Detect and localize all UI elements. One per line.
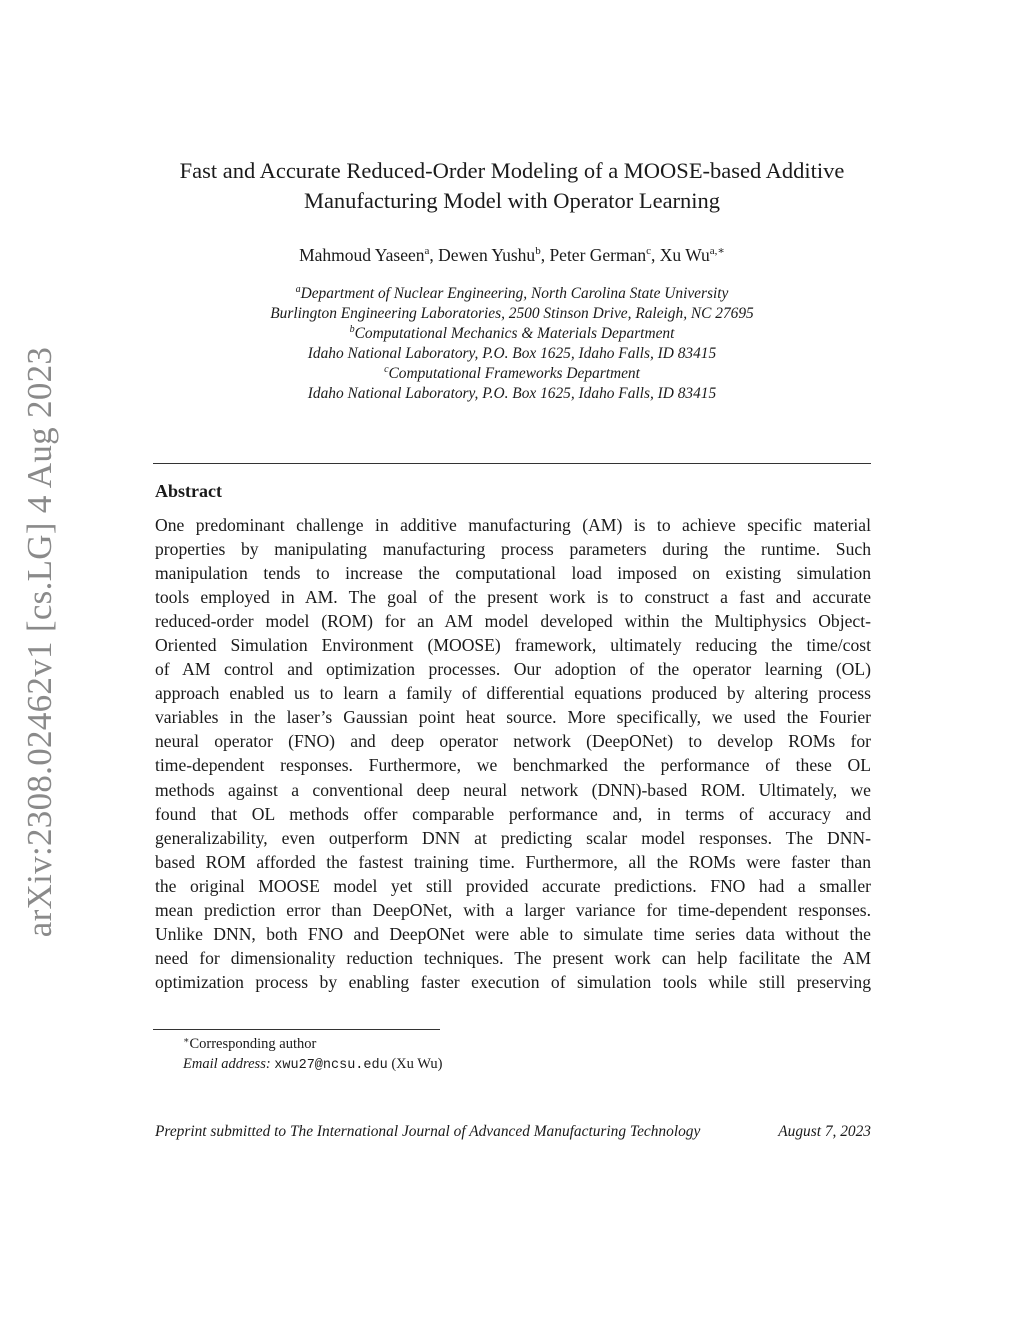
affiliation-line — [120, 304, 904, 324]
abstract-line: variables in the laser’s Gaussian point heat source. More specifically, we used the Fourier — [155, 707, 871, 728]
author-name: Peter German — [549, 245, 647, 265]
abstract-line: Unlike DNN, both FNO and DeepONet were able to simulate time series data without the — [155, 923, 871, 944]
abstract-line: time-dependent responses. Furthermore, we benchmarked the performance of these OL — [155, 755, 871, 776]
abstract-line: generalizability, even outperform DNN at predicting scalar model responses. The DNN- — [155, 827, 871, 848]
abstract-line: approach enabled us to learn a family of differential equations produced by altering process — [155, 683, 871, 704]
abstract-line: manipulation tends to increase the computational load imposed on existing simulation — [155, 563, 871, 584]
email-address-link[interactable]: xwu27@ncsu.edu — [274, 1058, 388, 1073]
footnote-divider — [153, 1029, 440, 1030]
affiliation-text: Computational Mechanics & Materials Department — [354, 325, 675, 342]
preprint-journal: Preprint submitted to The International Journal of Advanced Manufacturing Technology — [155, 1123, 701, 1140]
author-affiliation-marker: a,∗ — [709, 245, 725, 257]
email-owner: (Xu Wu) — [391, 1056, 443, 1072]
abstract-line: of AM control and optimization processes. Our adoption of the operator learning (OL) — [155, 659, 871, 680]
abstract-line: found that OL methods offer comparable performance and, in terms of accuracy and — [155, 803, 871, 824]
affiliation-text: Department of Nuclear Engineering, North Carolina State University — [300, 285, 729, 302]
author-name: Mahmoud Yaseen — [299, 245, 425, 265]
abstract-line: Oriented Simulation Environment (MOOSE) framework, ultimately reducing the time/cost — [155, 635, 871, 656]
affiliation-line — [120, 284, 904, 304]
abstract-line: optimization process by enabling faster execution of simulation tools while still preserving — [155, 971, 871, 992]
affiliation-text: Idaho National Laboratory, P.O. Box 1625, Idaho Falls, ID 83415 — [307, 385, 717, 402]
abstract-line: mean prediction error than DeepONet, with a larger variance for time-dependent responses. — [155, 899, 871, 920]
corresponding-author-note — [183, 1034, 442, 1054]
affiliation-block — [120, 284, 904, 404]
author-separator: , — [429, 245, 439, 265]
author-name: Dewen Yushu — [438, 245, 536, 265]
affiliation-marker: b — [349, 324, 355, 335]
preprint-date: August 7, 2023 — [778, 1123, 871, 1140]
paper-title — [120, 156, 904, 216]
author-separator: , — [540, 245, 550, 265]
abstract-heading: Abstract — [155, 481, 222, 501]
affiliation-text: Idaho National Laboratory, P.O. Box 1625, Idaho Falls, ID 83415 — [307, 345, 717, 362]
affiliation-text: Computational Frameworks Department — [388, 365, 640, 382]
abstract-line: reduced-order model (ROM) for an AM model developed within the Multiphysics Object- — [155, 611, 871, 632]
author-affiliation-marker: b — [535, 245, 541, 257]
author-affiliation-marker: c — [646, 245, 652, 257]
section-divider — [153, 463, 871, 464]
abstract-line: based ROM afforded the fastest training time. Furthermore, all the ROMs were faster than — [155, 851, 871, 872]
affiliation-line — [120, 324, 904, 344]
author-affiliation-marker: a — [424, 245, 430, 257]
abstract-line: need for dimensionality reduction techniques. The present work can help facilitate the AM — [155, 947, 871, 968]
abstract-line: One predominant challenge in additive manufacturing (AM) is to achieve specific material — [155, 515, 871, 535]
email-note — [183, 1054, 442, 1076]
title-line: Fast and Accurate Reduced-Order Modeling of a MOOSE-based Additive — [179, 158, 845, 183]
affiliation-text: Burlington Engineering Laboratories, 2500 Stinson Drive, Raleigh, NC 27695 — [270, 305, 754, 322]
affiliation-marker: c — [384, 364, 389, 375]
abstract-line: properties by manipulating manufacturing process parameters during the runtime. Such — [155, 539, 871, 560]
affiliation-marker: a — [295, 284, 301, 295]
abstract-line: neural operator (FNO) and deep operator network (DeepONet) to develop ROMs for — [155, 731, 871, 752]
preprint-footer — [155, 1122, 871, 1142]
footnote — [183, 1034, 442, 1076]
affiliation-line — [120, 384, 904, 404]
author-list — [120, 243, 904, 267]
abstract-line: methods against a conventional deep neural network (DNN)-based ROM. Ultimately, we — [155, 779, 871, 800]
author-separator: , — [651, 245, 660, 265]
email-label: Email address: — [183, 1056, 271, 1072]
footnote-marker: ∗ — [183, 1036, 190, 1046]
affiliation-line — [120, 344, 904, 364]
title-line: Manufacturing Model with Operator Learning — [303, 188, 721, 213]
arxiv-identifier: arXiv:2308.02462v1 [cs.LG] 4 Aug 2023 — [20, 346, 59, 938]
corresponding-author-label: Corresponding author — [189, 1036, 317, 1052]
abstract-line: the original MOOSE model yet still provided accurate predictions. FNO had a smaller — [155, 875, 871, 896]
affiliation-line — [120, 364, 904, 384]
abstract-line: tools employed in AM. The goal of the present work is to construct a fast and accurate — [155, 587, 871, 608]
author-name: Xu Wu — [659, 245, 710, 265]
abstract-text — [155, 513, 871, 994]
